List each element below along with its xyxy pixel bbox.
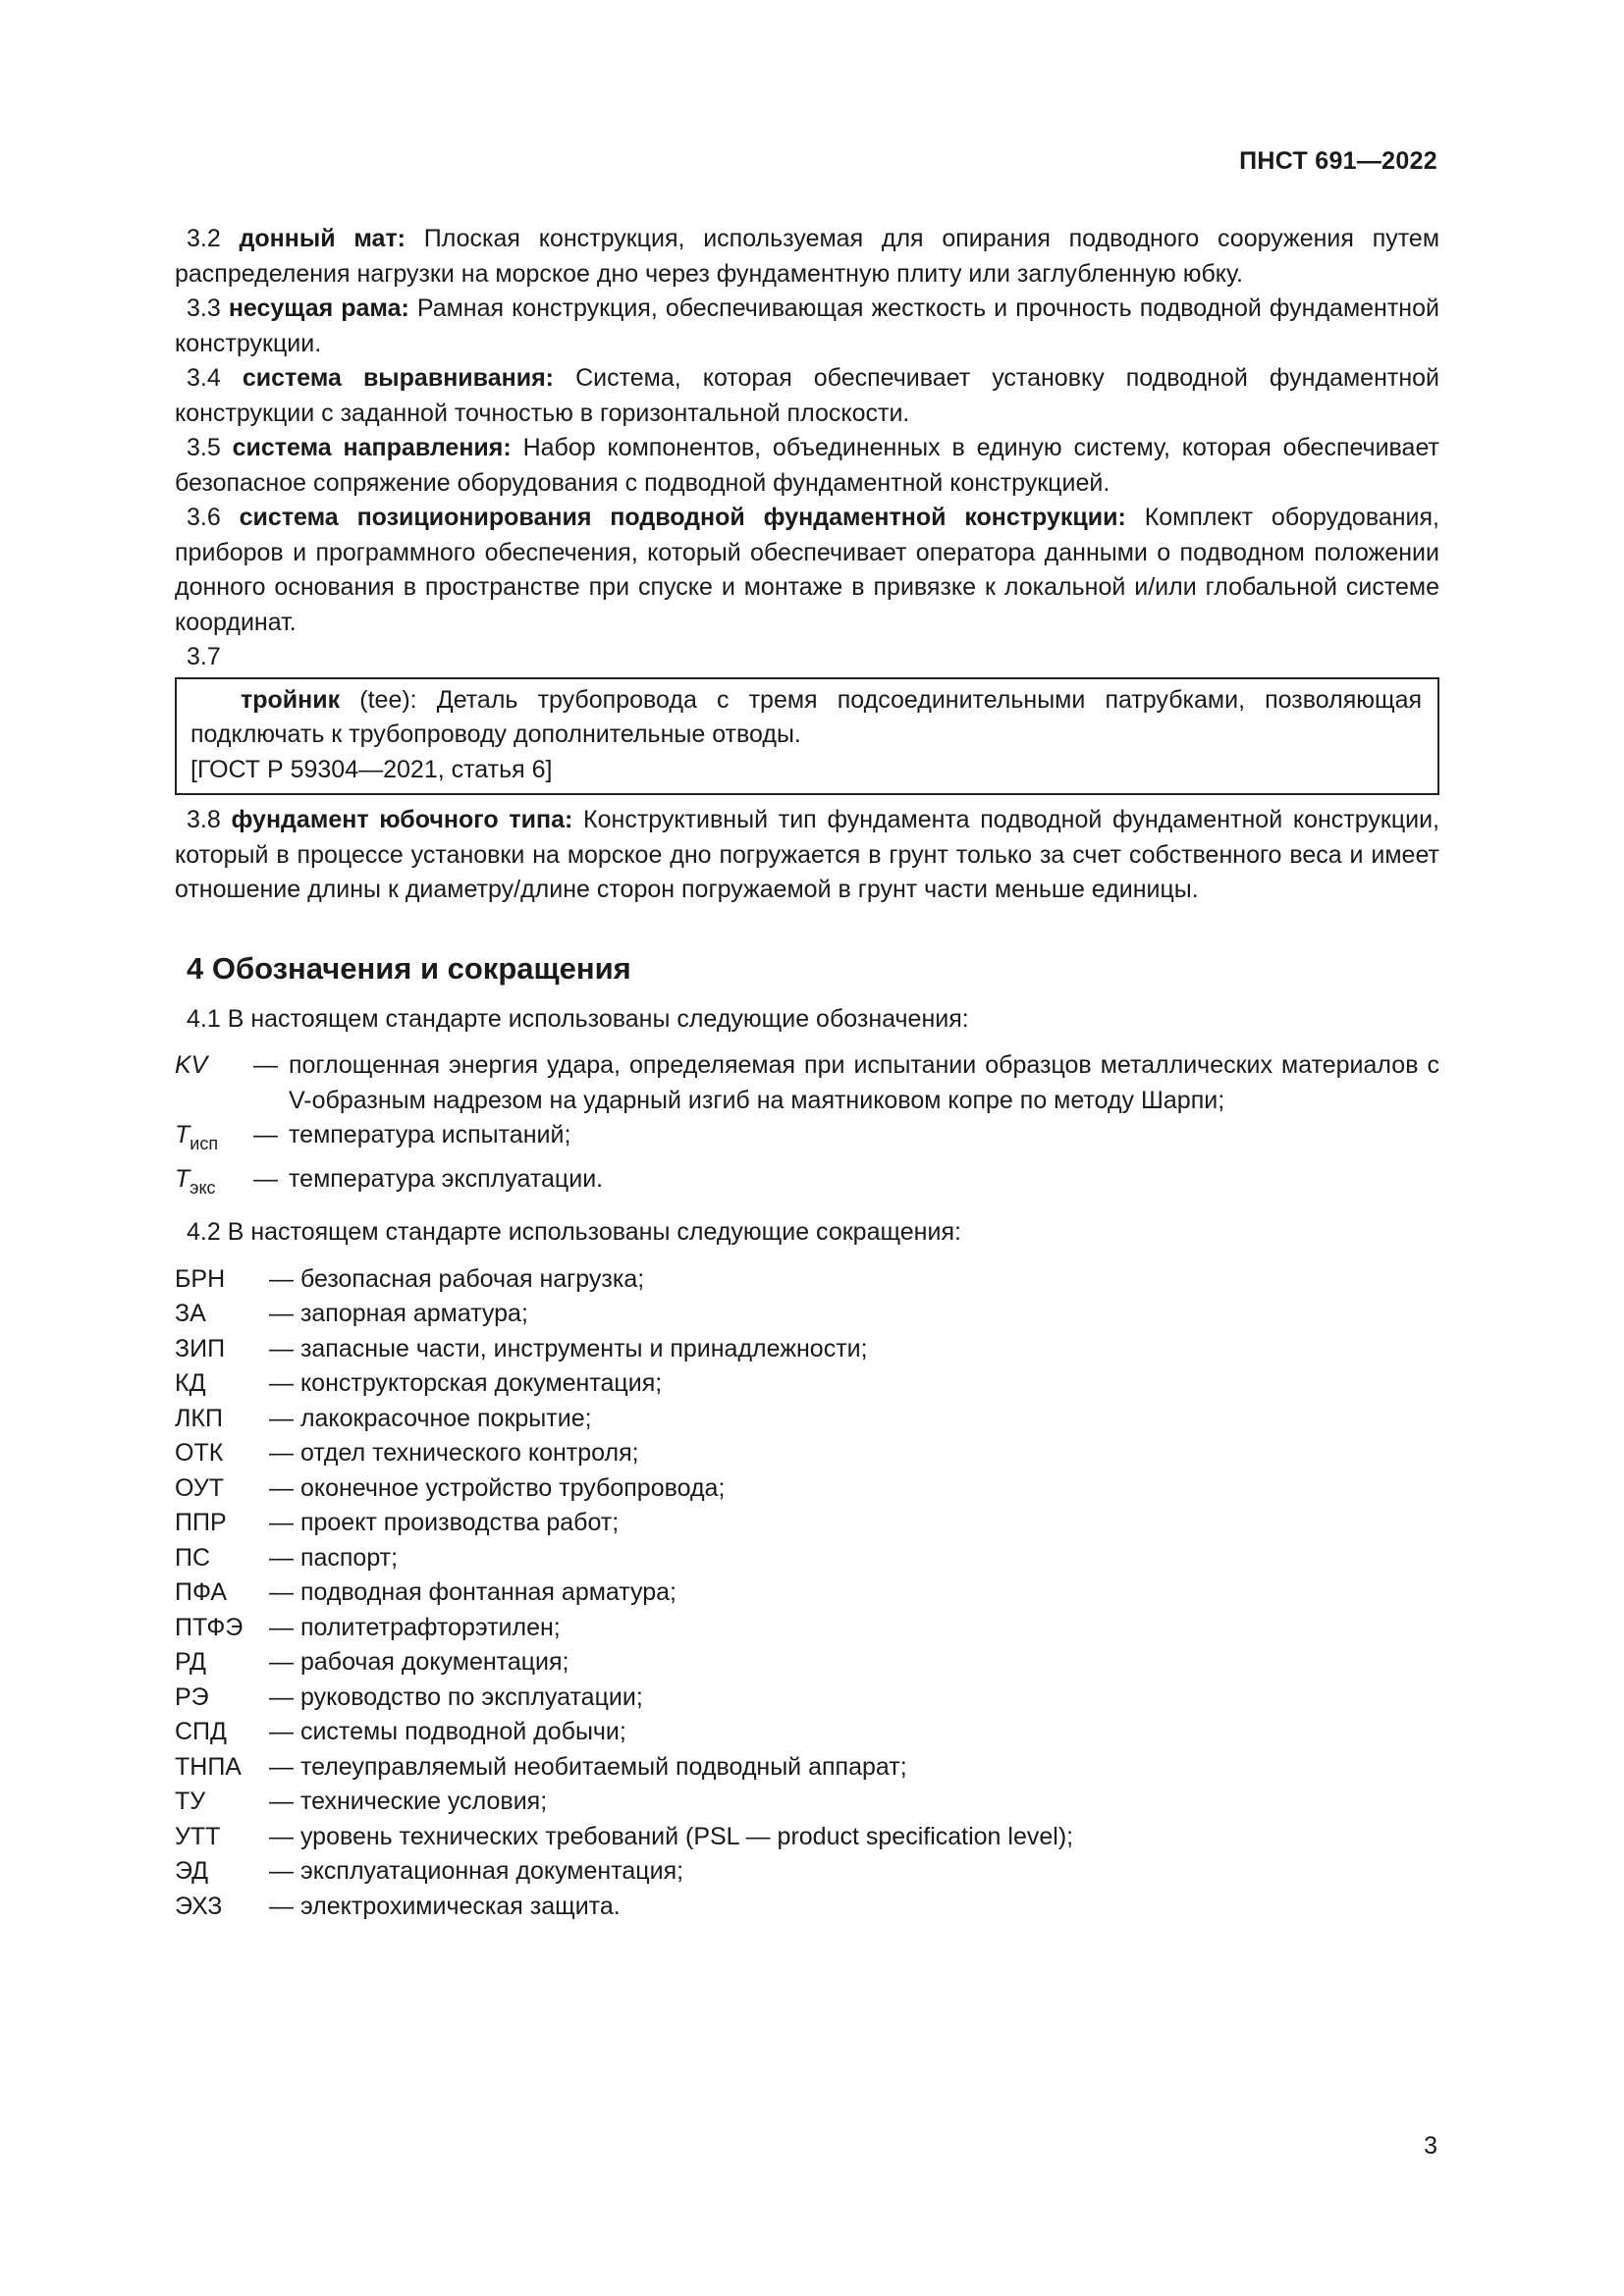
abbreviation-key: ППР bbox=[175, 1509, 227, 1536]
section-4-heading: 4 Обозначения и сокращения bbox=[187, 950, 631, 986]
abbreviation-row bbox=[175, 1750, 1439, 1786]
abbreviation-key: КД bbox=[175, 1369, 206, 1397]
abbreviation-description: — уровень технических требований (PSL — product specification level); bbox=[269, 1822, 1074, 1850]
abbreviation-key: ЗА bbox=[175, 1300, 206, 1327]
definition-3-6: 3.6 система позиционирования подводной фундаментной конструкции: Комплект оборудования, приборов и программного обеспечения, который обеспечивает оператора данными о подводном положении донного основания в пространстве при спуске и монтаже в привязке к локальной и/или глобальной системе координат. bbox=[175, 504, 1439, 636]
abbreviation-description: — лакокрасочное покрытие; bbox=[269, 1404, 592, 1432]
abbreviation-description: — руководство по эксплуатации; bbox=[269, 1682, 643, 1711]
abbreviations-list bbox=[175, 1262, 1439, 1925]
abbreviation-key: РЭ bbox=[175, 1682, 209, 1711]
abbreviation-description: — технические условия; bbox=[269, 1788, 548, 1815]
abbreviation-key: ЛКП bbox=[175, 1404, 223, 1432]
abbreviation-row bbox=[175, 1506, 1439, 1541]
abbreviation-row bbox=[175, 1645, 1439, 1681]
abbreviation-key: ПС bbox=[175, 1543, 211, 1572]
symbol-row bbox=[175, 1162, 1439, 1206]
symbol-description: температура эксплуатации. bbox=[289, 1164, 604, 1193]
symbol-key: $T_{экс}$ bbox=[175, 1164, 216, 1198]
abbreviation-key: ТУ bbox=[175, 1788, 206, 1815]
boxed-definition-tee bbox=[175, 677, 1439, 796]
page-number: 3 bbox=[1424, 2132, 1437, 2160]
abbreviation-description: — оконечное устройство трубопровода; bbox=[269, 1473, 726, 1502]
abbreviation-row bbox=[175, 1715, 1439, 1750]
abbreviation-key: РД bbox=[175, 1648, 206, 1676]
dash: — bbox=[253, 1051, 278, 1079]
abbreviation-row bbox=[175, 1575, 1439, 1611]
abbreviation-row bbox=[175, 1681, 1439, 1716]
definition-3-4: 3.4 система выравнивания: Система, которая обеспечивает установку подводной фундаментной конструкции с заданной точностью в горизонтальной плоскости. bbox=[175, 364, 1440, 427]
symbol-description: поглощенная энергия удара, определяемая при испытании образцов металлических материалов с V-образным надрезом на ударный изгиб на маятниковом копре по методу Шарпи; bbox=[289, 1051, 1439, 1114]
abbreviation-row bbox=[175, 1471, 1439, 1507]
abbreviation-key: УТТ bbox=[175, 1822, 221, 1850]
abbreviation-key: БРН bbox=[175, 1264, 226, 1293]
symbol-description: температура испытаний; bbox=[289, 1121, 571, 1148]
symbol-row bbox=[175, 1048, 1439, 1118]
abbreviation-description: — электрохимическая защита. bbox=[269, 1892, 621, 1920]
abbreviation-key: ЭД bbox=[175, 1857, 209, 1885]
abbreviation-row bbox=[175, 1820, 1439, 1855]
definition-3-3: 3.3 несущая рама: Рамная конструкция, обеспечивающая жесткость и прочность подводной фундаментной конструкции. bbox=[175, 294, 1439, 357]
abbreviation-row bbox=[175, 1262, 1439, 1298]
symbols-list bbox=[175, 1048, 1439, 1205]
abbreviation-key: ТНПА bbox=[175, 1752, 242, 1781]
abbreviation-row bbox=[175, 1297, 1439, 1332]
abbreviation-description: — паспорт; bbox=[269, 1543, 399, 1572]
abbreviation-key: ОТК bbox=[175, 1439, 224, 1467]
abbreviation-row bbox=[175, 1890, 1439, 1925]
dash: — bbox=[253, 1121, 278, 1148]
document-id-header: ПНСТ 691—2022 bbox=[1239, 147, 1437, 175]
page-content bbox=[175, 222, 1439, 1924]
abbreviation-description: — телеуправляемый необитаемый подводный аппарат; bbox=[269, 1752, 907, 1781]
boxed-definition-text: тройник (tee): Деталь трубопровода с тремя подсоединительными патрубками, позволяющая подключать к трубопроводу дополнительные отводы. bbox=[190, 685, 1423, 748]
abbreviation-key: ОУТ bbox=[175, 1473, 225, 1502]
abbreviation-row bbox=[175, 1402, 1439, 1437]
symbol-key: $T_{исп}$ bbox=[175, 1121, 219, 1153]
abbreviation-description: — отдел технического контроля; bbox=[269, 1439, 639, 1467]
abbreviations-intro: 4.2 В настоящем стандарте использованы следующие сокращения: bbox=[187, 1218, 961, 1246]
abbreviation-key: СПД bbox=[175, 1718, 227, 1745]
abbreviation-row bbox=[175, 1366, 1439, 1402]
abbreviation-key: ПФА bbox=[175, 1578, 228, 1606]
abbreviation-description: — запорная арматура; bbox=[269, 1300, 528, 1327]
definition-3-5: 3.5 система направления: Набор компонентов, объединенных в единую систему, которая обеспечивает безопасное сопряжение оборудования с подводной фундаментной конструкцией. bbox=[175, 434, 1439, 497]
abbreviation-description: — проект производства работ; bbox=[269, 1509, 620, 1536]
abbreviation-description: — политетрафторэтилен; bbox=[269, 1613, 561, 1641]
symbol-key: KV bbox=[175, 1051, 208, 1079]
dash: — bbox=[253, 1164, 278, 1193]
definition-3-2: 3.2 донный мат: Плоская конструкция, используемая для опирания подводного сооружения путем распределения нагрузки на морское дно через фундаментную плиту или заглубленную юбку. bbox=[175, 225, 1440, 288]
boxed-definition-source: [ГОСТ Р 59304—2021, статья 6] bbox=[190, 755, 553, 783]
abbreviation-description: — конструкторская документация; bbox=[269, 1369, 663, 1397]
abbreviation-row bbox=[175, 1611, 1439, 1646]
abbreviation-description: — системы подводной добычи; bbox=[269, 1718, 626, 1745]
abbreviation-key: ЗИП bbox=[175, 1334, 226, 1362]
abbreviation-key: ПТФЭ bbox=[175, 1613, 244, 1641]
abbreviation-description: — рабочая документация; bbox=[269, 1648, 569, 1676]
abbreviation-description: — подводная фонтанная арматура; bbox=[269, 1578, 677, 1606]
abbreviation-row bbox=[175, 1785, 1439, 1820]
abbreviation-description: — безопасная рабочая нагрузка; bbox=[269, 1264, 645, 1293]
abbreviation-description: — эксплуатационная документация; bbox=[269, 1857, 684, 1885]
abbreviation-key: ЭХЗ bbox=[175, 1892, 223, 1920]
abbreviation-row bbox=[175, 1436, 1439, 1471]
symbols-intro: 4.1 В настоящем стандарте использованы следующие обозначения: bbox=[187, 1004, 969, 1033]
abbreviation-row bbox=[175, 1854, 1439, 1890]
definition-3-7-number: 3.7 bbox=[187, 643, 221, 670]
abbreviation-description: — запасные части, инструменты и принадлежности; bbox=[269, 1334, 868, 1362]
abbreviation-row bbox=[175, 1541, 1439, 1576]
abbreviation-row bbox=[175, 1332, 1439, 1367]
symbol-row bbox=[175, 1118, 1439, 1162]
definition-3-8: 3.8 фундамент юбочного типа: Конструктивный тип фундамента подводной фундаментной конструкции, который в процессе установки на морское дно погружается в грунт только за счет собственного веса и имеет отношение длины к диаметру/длине сторон погружаемой в грунт части меньше единицы. bbox=[175, 806, 1440, 903]
